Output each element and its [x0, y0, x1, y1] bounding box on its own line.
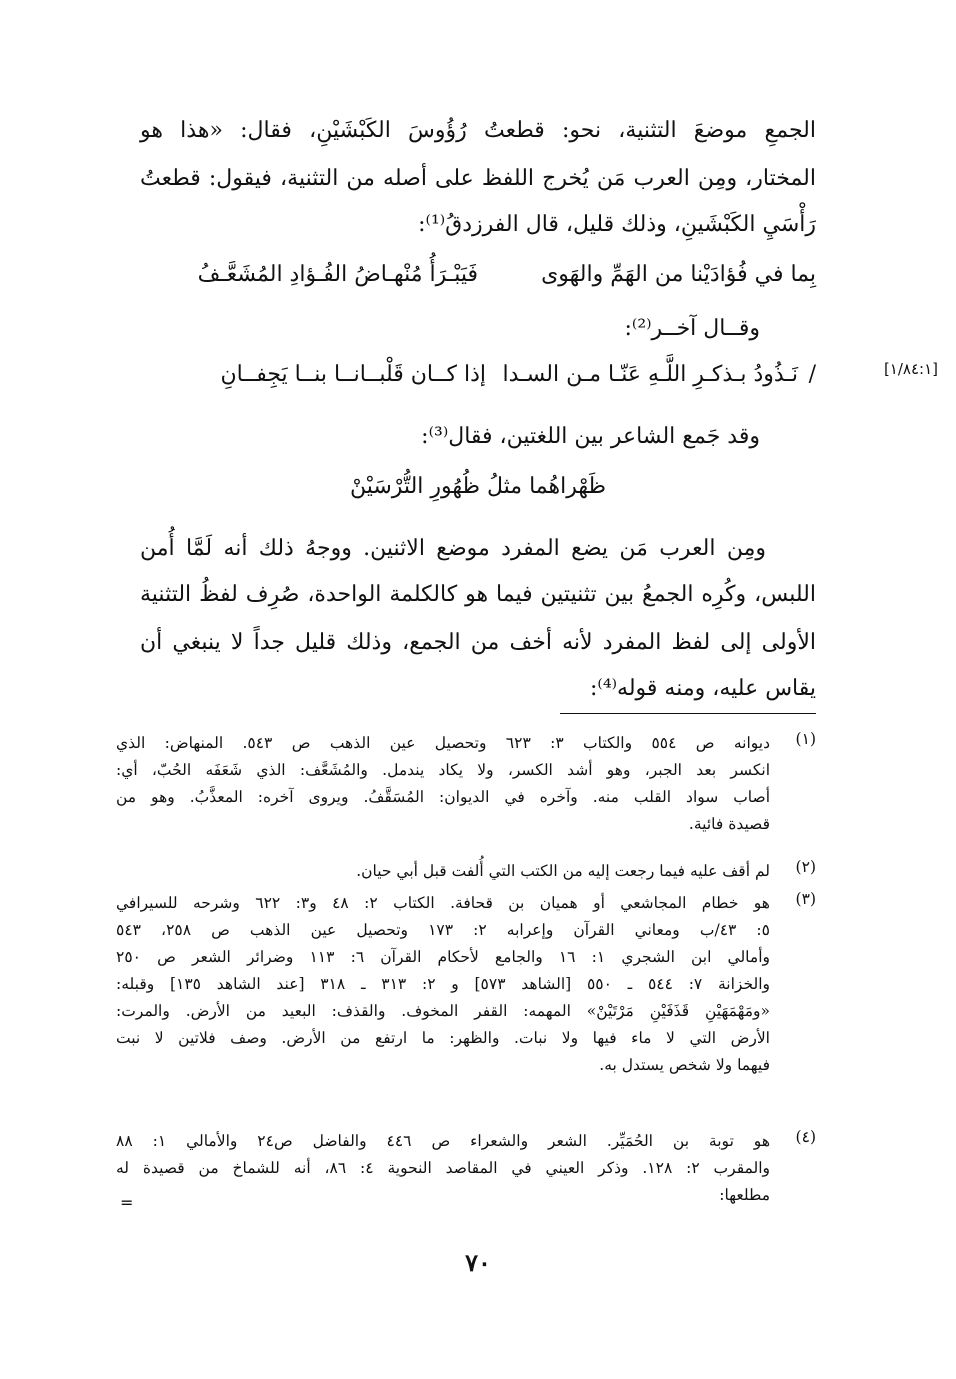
verse-2-first-hemistich: نَـذُودُ بـذكـرِ اللَّـهِ عَنّـا مـن السـدا [502, 362, 798, 387]
paragraph-2-line-3: الأولى إلى لفظ المفرد لأنه أخف من الجمع، وذلك قليل جداً لا ينبغي أن [140, 630, 816, 655]
footnote-3-line-3: وأمالي ابن الشجري ١: ١٦ والجامع لأحكام القرآن ٦: ١١٣ وضرائر الشعر ص ٢٥٠ [116, 948, 770, 966]
footnote-1-text [116, 730, 770, 838]
footnote-3-text [116, 890, 770, 1079]
footnote-2-text [116, 858, 770, 885]
footnote-3-line-1: هو خطام المجاشعي أو هميان بن قحافة. الكتاب ٢: ٤٨ و٣: ٦٢٢ وشرحه للسيرافي [116, 894, 770, 912]
page-number: ٧٠ [465, 1248, 491, 1277]
verse-2-intro: وقــال آخــر⁽²⁾: [624, 316, 760, 341]
margin-reference: [١/٨٤:١] [883, 360, 938, 378]
paragraph-2-line-2: اللبس، وكُرِه الجمعُ بين تثنيتين فيما هو كالكلمة الواحدة، صُرِف لفظُ التثنية [140, 582, 816, 607]
paragraph-2-line-4: يقاس عليه، ومنه قوله⁽⁴⁾: [589, 676, 816, 701]
footnote-separator [560, 713, 816, 714]
verse-2-second-hemistich: إذا كــان قَلْبــانــا بنــا يَجِفــانِ [220, 362, 486, 387]
footnote-2-number: (٢) [795, 858, 816, 876]
body-line-1: الجمعِ موضعَ التثنية، نحو: قطعتُ رُؤُوسَ الكَبْشَيْنِ، فقال: «هذا هو [140, 118, 816, 143]
footnote-3-line-4: والخزانة ٧: ٥٤٤ ـ ٥٥٠ [الشاهد ٥٧٣] و ٢: ٣١٣ ـ ٣١٨ [عند الشاهد ١٣٥] وقبله: [116, 975, 770, 993]
footnote-1-number: (١) [795, 730, 816, 748]
verse-1-first-hemistich: بِما في فُؤادَيْنا من الهَمِّ والهَوى [541, 262, 816, 287]
footnote-2-line-1: لم أقف عليه فيما رجعت إليه من الكتب التي أُلفت قبل أبي حيان. [356, 862, 770, 880]
footnote-1-line-2: انكسر بعد الجبر، وهو أشد الكسر، ولا يكاد يندمل. والمُشَعَّف: الذي شَعَفَه الحُبّ، أي: [116, 761, 770, 779]
footnote-4-line-2: والمقرب ٢: ١٢٨. وذكر العيني في المقاصد النحوية ٤: ٨٦، أنه للشماخ من قصيدة له [116, 1159, 771, 1177]
footnote-3-line-6: الأرض التي لا ماء فيها ولا نبات. والظهر: ما ارتفع من الأرض. وصف فلاتين لا نبت [116, 1029, 770, 1047]
body-line-3: رَأْسَيِ الكَبْشَينِ، وذلك قليل، قال الفرزدقُ⁽¹⁾: [418, 212, 816, 237]
footnote-1-line-3: أصاب سواد القلب منه. وآخره في الديوان: المُسَقَّفُ. ويروى آخره: المعذَّبُ. وهو من [116, 788, 770, 806]
footnote-4-text [116, 1128, 770, 1209]
verse-3-intro: وقد جَمع الشاعر بين اللغتين، فقال⁽³⁾: [421, 424, 760, 449]
continuation-mark: = [120, 1193, 134, 1212]
verse-1-second-hemistich: فَيَبْـرَأُ مُنْهـاضُ الفُـؤادِ المُشَعَّـفُ [197, 262, 478, 287]
footnote-1-line-1: ديوانه ص ٥٥٤ والكتاب ٣: ٦٢٣ وتحصيل عين الذهب ص ٥٤٣. المنهاض: الذي [116, 734, 771, 752]
verse-3: ظَهْراهُما مثلُ ظُهُورِ التُّرْسَيْنْ [349, 474, 607, 499]
footnote-3-line-2: ٥: ٤٣/ب ومعاني القرآن وإعرابه ٢: ١٧٣ وتحصيل عين الذهب ص ٢٥٨، ٥٤٣ [116, 921, 770, 939]
footnote-4-line-3: مطلعها: [719, 1186, 770, 1204]
verse-2-slash: / [808, 362, 816, 387]
footnote-1-line-4: قصيدة فائية. [688, 815, 770, 833]
footnote-3-line-7: فيهما ولا شخص يستدل به. [599, 1056, 770, 1074]
footnote-3-number: (٣) [795, 890, 816, 908]
footnote-3-line-5: «ومَهْمَهَيْنِ قَذَفَيْنِ مَرْتَيْنْ» المهمه: القفر المخوف. والقذف: البعيد من الأرض. والمرت: [116, 1002, 770, 1020]
footnote-4-number: (٤) [795, 1128, 816, 1146]
paragraph-2-line-1: ومِن العرب مَن يضع المفرد موضع الاثنين. ووجهُ ذلك أنه لَمَّا أُمن [140, 536, 766, 561]
footnote-4-line-1: هو توبة بن الحُمَيِّر. الشعر والشعراء ص ٤٤٦ والفاضل ص٢٤ والأمالي ١: ٨٨ [116, 1132, 770, 1150]
body-line-2: المختار، ومِن العرب مَن يُخرج اللفظ على أصله من التثنية، فيقول: قطعتُ [140, 166, 816, 191]
